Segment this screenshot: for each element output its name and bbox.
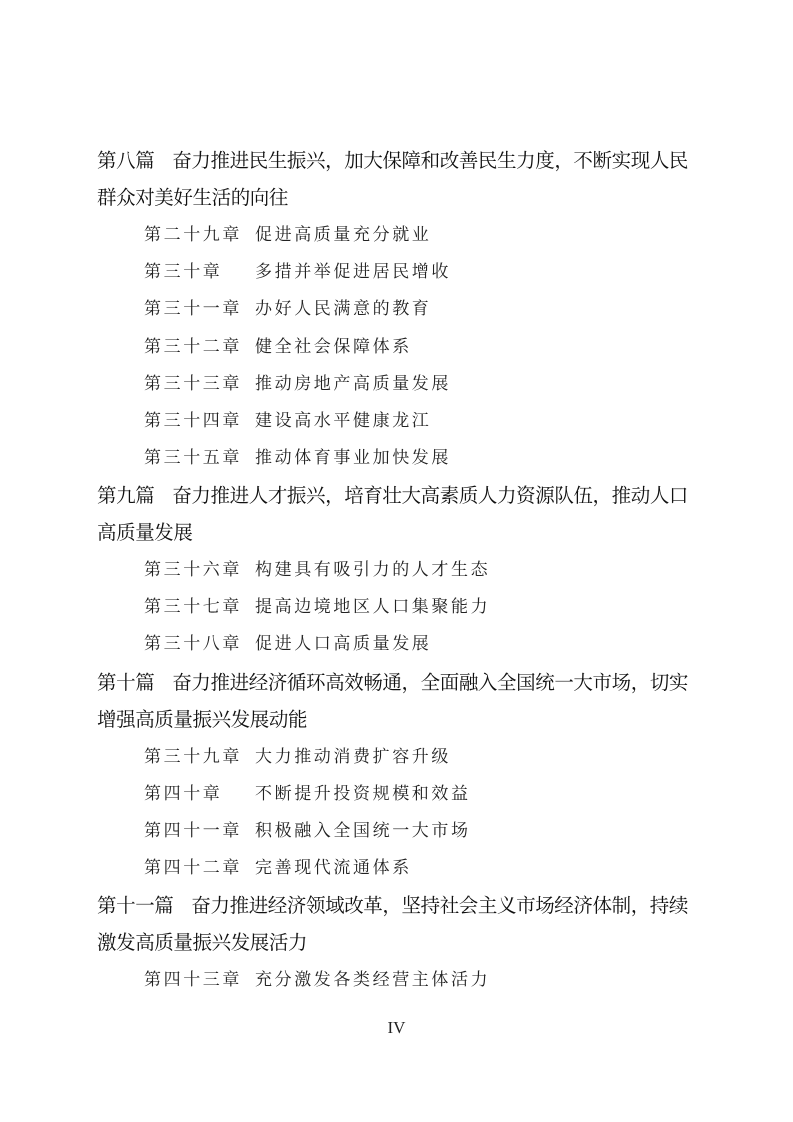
chapter-number: 第三十四章	[144, 411, 242, 431]
toc-chapter-entry	[144, 968, 490, 992]
chapter-title: 推动体育事业加快发展	[255, 448, 451, 468]
chapter-title: 完善现代流通体系	[255, 858, 412, 878]
chapter-number: 第三十二章	[144, 337, 242, 357]
part-title: 奋力推进经济循环高效畅通，全面融入全国统一大市场，切实增强高质量振兴发展动能	[97, 671, 689, 731]
part-heading	[97, 477, 702, 551]
chapter-title: 不断提升投资规模和效益	[255, 784, 471, 804]
chapter-number: 第三十章	[144, 262, 223, 282]
chapter-number: 第四十二章	[144, 858, 242, 878]
chapter-title: 充分激发各类经营主体活力	[255, 970, 491, 990]
chapter-number: 第二十九章	[144, 225, 242, 245]
toc-chapter-entry	[144, 409, 431, 433]
chapter-number: 第四十三章	[144, 970, 242, 990]
part-number: 第十篇	[97, 671, 155, 694]
toc-chapter-entry	[144, 632, 431, 656]
chapter-number: 第三十一章	[144, 299, 242, 319]
part-number: 第八篇	[97, 149, 155, 172]
toc-chapter-entry	[144, 558, 490, 582]
chapter-title: 推动房地产高质量发展	[255, 374, 451, 394]
toc-chapter-entry	[144, 372, 451, 396]
chapter-number: 第三十三章	[144, 374, 242, 394]
toc-chapter-entry	[144, 223, 431, 247]
chapter-number: 第三十九章	[144, 747, 242, 767]
page-number: IV	[387, 1018, 406, 1037]
chapter-number: 第三十六章	[144, 560, 242, 580]
part-number: 第十一篇	[97, 894, 174, 917]
chapter-title: 大力推动消费扩容升级	[255, 747, 451, 767]
part-number: 第九篇	[97, 484, 155, 507]
toc-chapter-entry	[144, 297, 431, 321]
part-title: 奋力推进人才振兴，培育壮大高素质人力资源队伍，推动人口高质量发展	[97, 484, 689, 544]
toc-chapter-entry	[144, 335, 412, 359]
chapter-title: 构建具有吸引力的人才生态	[255, 560, 491, 580]
chapter-title: 健全社会保障体系	[255, 337, 412, 357]
chapter-number: 第四十一章	[144, 821, 242, 841]
toc-chapter-entry	[144, 446, 451, 470]
chapter-title: 办好人民满意的教育	[255, 299, 432, 319]
toc-chapter-entry	[144, 260, 451, 284]
toc-chapter-entry	[144, 595, 490, 619]
chapter-number: 第三十七章	[144, 597, 242, 617]
toc-chapter-entry	[144, 856, 412, 880]
chapter-title: 促进人口高质量发展	[255, 634, 432, 654]
chapter-title: 提高边境地区人口集聚能力	[255, 597, 491, 617]
part-heading	[97, 887, 702, 961]
part-heading	[97, 142, 702, 216]
chapter-title: 积极融入全国统一大市场	[255, 821, 471, 841]
chapter-number: 第三十八章	[144, 634, 242, 654]
part-title: 奋力推进经济领域改革，坚持社会主义市场经济体制，持续激发高质量振兴发展活力	[97, 894, 689, 954]
part-heading	[97, 664, 702, 738]
part-title: 奋力推进民生振兴，加大保障和改善民生力度，不断实现人民群众对美好生活的向往	[97, 149, 689, 209]
toc-chapter-entry	[144, 819, 471, 843]
chapter-number: 第四十章	[144, 784, 223, 804]
chapter-number: 第三十五章	[144, 448, 242, 468]
toc-chapter-entry	[144, 782, 471, 806]
toc-chapter-entry	[144, 745, 451, 769]
chapter-title: 多措并举促进居民增收	[255, 262, 451, 282]
chapter-title: 促进高质量充分就业	[255, 225, 432, 245]
chapter-title: 建设高水平健康龙江	[255, 411, 432, 431]
